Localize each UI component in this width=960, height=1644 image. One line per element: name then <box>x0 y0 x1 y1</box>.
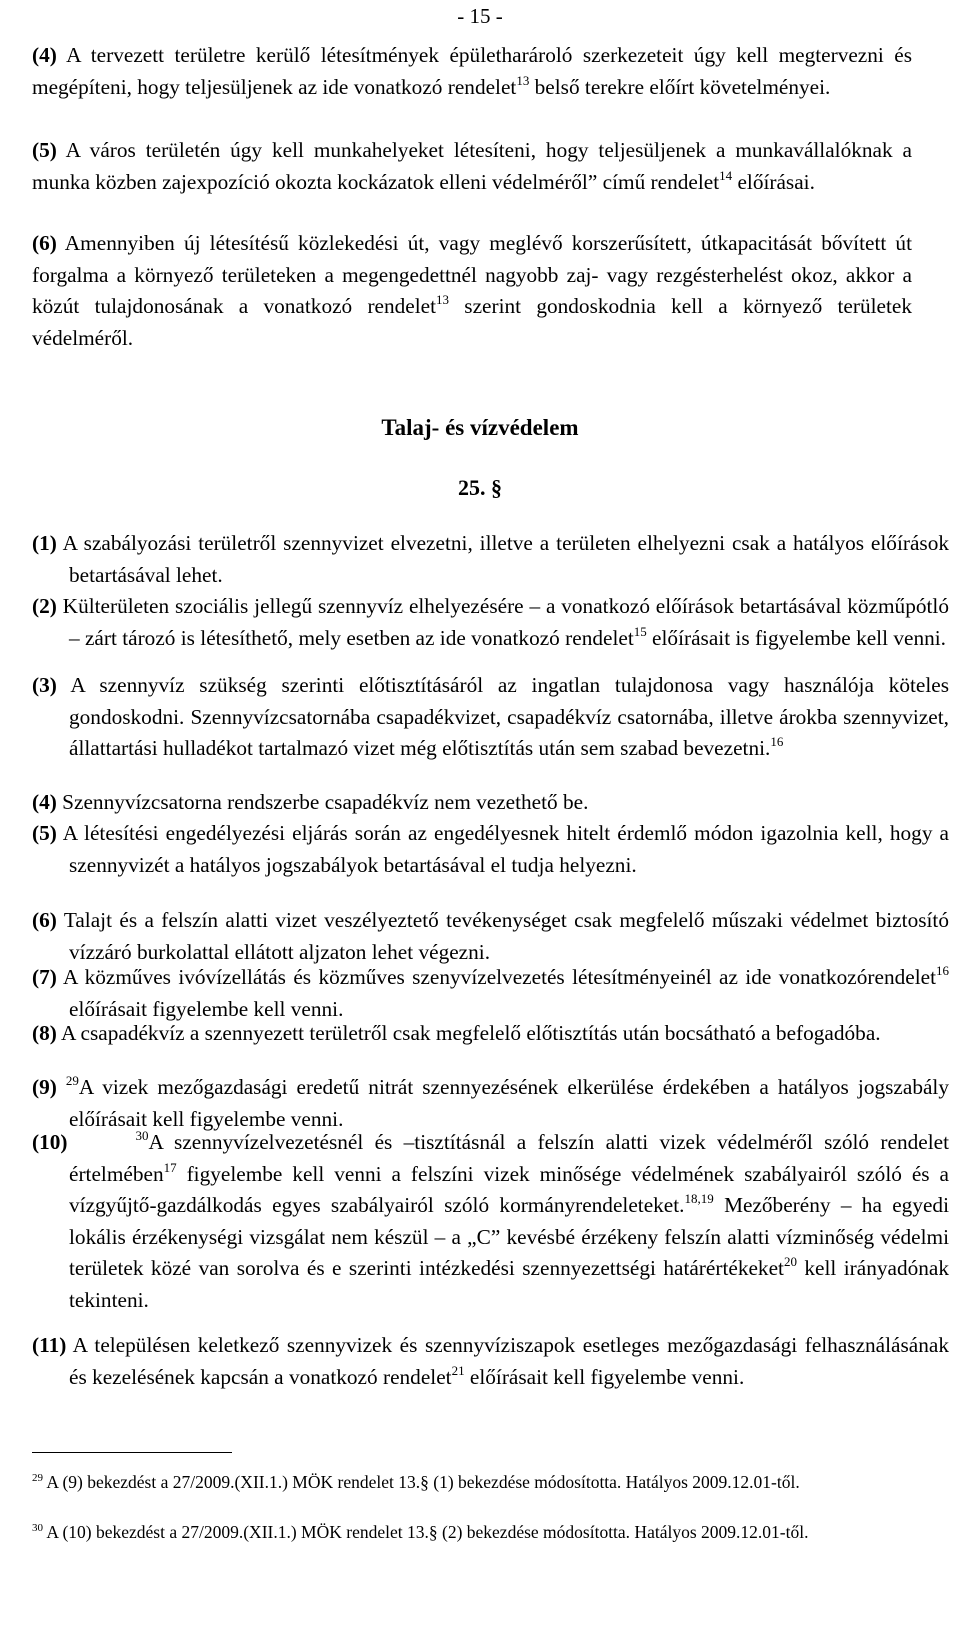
item-8 <box>32 1018 949 1050</box>
paragraph-6 <box>32 228 912 354</box>
item-7 <box>32 962 949 1025</box>
item-1 <box>32 528 949 591</box>
paragraph-text: A város területén úgy kell munkahelyeket létesíteni, hogy teljesüljenek a munkavállalóknak a munka közben zajexpozíció okozta kockázatok elleni védelméről” című rendelet <box>32 138 912 194</box>
item-number: (4) <box>32 790 57 814</box>
item-number: (7) <box>32 965 57 989</box>
item-text: figyelembe kell venni a felszíni vizek minősége védelmének szabályairól szóló és a vízgyűjtő-gazdálkodás egyes szabályairól szóló kormányrendeleteket. <box>69 1161 949 1218</box>
section-heading: Talaj- és vízvédelem <box>381 415 579 440</box>
item-number: (9) <box>32 1075 57 1099</box>
footnote-ref: 16 <box>770 734 784 750</box>
item-text: A szennyvízelvezetésnél és –tisztításnál a felszín alatti vizek védelméről szóló rendelet értelmében <box>69 1130 949 1186</box>
item-text: A településen keletkező szennyvizek és szennyvíziszapok esetleges mezőgazdasági felhasználásának és kezelésének kapcsán a vonatkozó rendelet <box>66 1333 949 1389</box>
item-number: (1) <box>32 531 57 555</box>
item-6 <box>32 905 949 968</box>
footnote-ref: 20 <box>783 1254 797 1270</box>
footnote-30 <box>32 1522 872 1543</box>
item-text <box>57 1075 66 1099</box>
footnote-ref: 13 <box>516 72 530 88</box>
item-number: (3) <box>32 673 57 697</box>
item-number: (11) <box>32 1333 67 1357</box>
item-3 <box>32 670 949 765</box>
footnote-ref: 15 <box>633 623 647 639</box>
item-text: A szabályozási területről szennyvizet elvezetni, illetve a területen elhelyezni csak a hatályos előírások betartásával lehet. <box>56 531 949 587</box>
paragraph-text: előírásai. <box>732 169 815 194</box>
item-number: (6) <box>32 908 57 932</box>
item-text: Külterületen szociális jellegű szennyvíz elhelyezésére – a vonatkozó előírások betartásával közműpótló – zárt tározó is létesíthető, mely esetben az ide vonatkozó rendelet <box>56 594 949 650</box>
item-text: kell irányadónak tekinteni. <box>69 1256 949 1312</box>
paragraph-number: (6) <box>32 231 57 255</box>
footnote-marker: 30 <box>32 1522 43 1534</box>
item-5 <box>32 818 949 881</box>
item-text: A vizek mezőgazdasági eredetű nitrát szennyezésének elkerülése érdekében a hatályos jogszabály előírásait kell figyelembe venni. <box>69 1075 949 1131</box>
item-text: Talajt és a felszín alatti vizet veszélyeztető tevékenységet csak megfelelő műszaki védelmet biztosító vízzáró burkolattal ellátott aljzaton lehet végezni. <box>56 908 949 964</box>
footnote-ref: 17 <box>163 1159 177 1175</box>
footnote-text: A (10) bekezdést a 27/2009.(XII.1.) MÖK rendelet 13.§ (2) bekezdése módosította. Hatályos 2009.12.01-től. <box>43 1522 809 1542</box>
footnote-ref: 29 <box>65 1073 79 1088</box>
item-10 <box>32 1127 949 1317</box>
item-text: A szennyvíz szükség szerinti előtisztításáról az ingatlan tulajdonosa vagy használója köteles gondoskodni. Szennyvízcsatornába csapadékvizet, csapadékvíz csatornába, illetve árokba szennyvizet, állattartási hulladékot tartalmazó vizet még előtisztítás után sem szabad bevezetni. <box>56 673 949 761</box>
item-11 <box>32 1330 949 1393</box>
item-9 <box>32 1072 949 1135</box>
item-number: (5) <box>32 821 57 845</box>
footnote-ref: 14 <box>719 167 733 183</box>
footnote-29 <box>32 1472 872 1493</box>
item-text: előírásait kell figyelembe venni. <box>464 1364 745 1389</box>
footnote-ref: 16 <box>936 963 949 978</box>
item-number: (2) <box>32 594 57 618</box>
item-number: (10) <box>32 1130 68 1154</box>
item-number: (8) <box>32 1021 57 1045</box>
item-text: A közműves ivóvízellátás és közműves szenyvízelvezetés létesítményeinél az ide vonatkozórendelet <box>56 965 936 989</box>
paragraph-text: A tervezett területre kerülő létesítmények épületharároló szerkezeteit úgy kell megtervezni és megépíteni, hogy teljesüljenek az ide vonatkozó rendelet <box>32 43 912 99</box>
item-text: Szennyvízcsatorna rendszerbe csapadékvíz nem vezethető be. <box>56 790 589 814</box>
item-text: A létesítési engedélyezési eljárás során az engedélyesnek hitelt érdemlő módon igazolnia kell, hogy a szennyvizét a hatályos jogszabályok betartásával el tudja helyezni. <box>56 821 949 877</box>
paragraph-5 <box>32 135 912 198</box>
item-text: Mezőberény – ha egyedi lokális érzékenységi vizsgálat nem készül – a „C” kevésbé érzékeny felszín alatti vízminőség védelmi területek közé van sorolva és e szerinti intézkedési szennyezettségi határértékeket <box>69 1193 949 1281</box>
paragraph-text: szerint gondoskodnia kell a környező területek védelméről. <box>32 294 912 350</box>
section-number: 25. § <box>458 475 502 500</box>
page-number: - 15 - <box>457 4 503 28</box>
footnote-marker: 29 <box>32 1472 43 1484</box>
footnote-ref: 18,19 <box>684 1191 714 1207</box>
footnote-ref: 30 <box>135 1128 149 1143</box>
item-text: előírásait figyelembe kell venni. <box>69 996 344 1021</box>
paragraph-number: (4) <box>32 43 57 67</box>
paragraph-text: Amennyiben új létesítésű közlekedési út, vagy meglévő korszerűsített, útkapacitását bővített út forgalma a környező területeken a megengedettnél nagyobb zaj- vagy rezgésterhelést okoz, akkor a közút tulajdonosának a vonatkozó rendelet <box>32 231 912 319</box>
item-text: előírásait is figyelembe kell venni. <box>646 625 946 650</box>
footnote-ref: 13 <box>436 292 450 308</box>
item-2 <box>32 591 949 654</box>
paragraph-text: belső terekre előírt követelményei. <box>529 74 831 99</box>
footnote-separator <box>32 1452 232 1453</box>
footnote-ref: 21 <box>451 1362 465 1378</box>
paragraph-4 <box>32 40 912 103</box>
paragraph-number: (5) <box>32 138 57 162</box>
footnote-text: A (9) bekezdést a 27/2009.(XII.1.) MÖK rendelet 13.§ (1) bekezdése módosította. Hatályos 2009.12.01-től. <box>43 1472 800 1492</box>
item-4 <box>32 787 949 819</box>
item-text: A csapadékvíz a szennyezett területről csak megfelelő előtisztítás után bocsátható a befogadóba. <box>56 1021 881 1045</box>
